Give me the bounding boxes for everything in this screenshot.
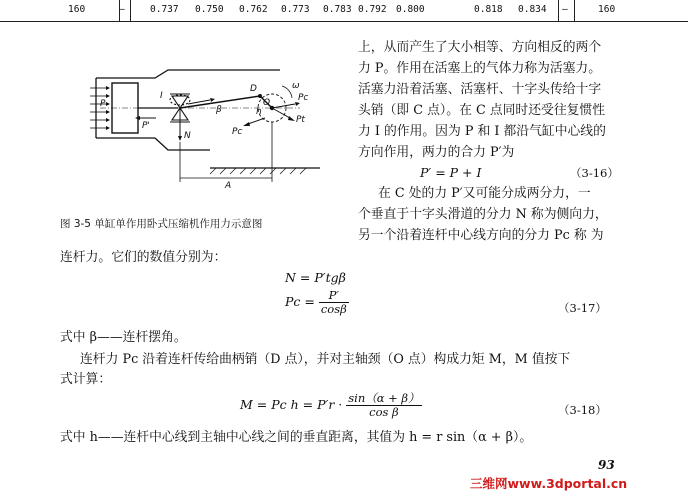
label-d: D bbox=[250, 84, 257, 94]
force-arrow-pt bbox=[272, 108, 290, 118]
label-pt: Pt bbox=[296, 115, 305, 125]
equation-3-18 bbox=[240, 392, 422, 419]
fraction-denominator: cos β bbox=[369, 405, 399, 419]
table-cell: 160 bbox=[68, 4, 86, 15]
table-cell: 0.737 bbox=[150, 4, 179, 15]
table-cell: 0.800 bbox=[396, 4, 425, 15]
paragraph-line: 连杆力。它们的数值分别为： bbox=[60, 250, 227, 265]
label-pc-left: Pc bbox=[232, 127, 243, 137]
table-cell: — bbox=[119, 4, 125, 15]
diagram-svg bbox=[60, 38, 350, 198]
watermark-text: 三维网www.3dportal.cn bbox=[470, 476, 628, 491]
equation-3-17b-lhs: Pc = bbox=[285, 294, 315, 309]
force-arrow-pc-left bbox=[248, 118, 265, 124]
label-a: A bbox=[225, 181, 232, 191]
equation-3-18-fraction bbox=[346, 392, 421, 419]
paragraph-line: 方向作用，两力的合力 P′为 bbox=[358, 145, 515, 160]
paragraph-line: 连杆力 Pc 沿着连杆传给曲柄销（D 点），并对主轴颈（O 点）构成力矩 M，M 值按下 bbox=[80, 352, 571, 367]
table-cell: 0.783 bbox=[323, 4, 352, 15]
equation-3-17b-fraction bbox=[319, 289, 349, 316]
rotation-arc-omega bbox=[282, 86, 292, 98]
paragraph-line: 式计算： bbox=[60, 372, 112, 387]
fraction-numerator: P′ bbox=[319, 289, 349, 303]
label-p: P bbox=[100, 99, 106, 109]
ground-hatching bbox=[210, 168, 306, 174]
equation-number-3-16: （3-16） bbox=[570, 166, 619, 180]
paragraph-line: 在 C 处的力 P′又可能分成两分力，一 bbox=[378, 186, 591, 201]
figure-caption: 图 3-5 单缸单作用卧式压缩机作用力示意图 bbox=[60, 218, 263, 230]
table-cell: 0.773 bbox=[281, 4, 310, 15]
table-cell: 0.818 bbox=[474, 4, 503, 15]
equation-3-17a: N = P′tgβ bbox=[285, 270, 346, 285]
label-i: I bbox=[160, 91, 163, 101]
label-pc-right: Pc bbox=[298, 93, 309, 103]
data-table-row bbox=[0, 0, 688, 22]
equation-3-16: P′ = P + I bbox=[420, 165, 482, 180]
table-cell: 0.750 bbox=[195, 4, 224, 15]
table-cell: 0.834 bbox=[518, 4, 547, 15]
definition-line: 式中 β——连杆摆角。 bbox=[60, 330, 187, 345]
equation-3-18-lhs: M = Pc h = P′r · bbox=[240, 397, 343, 412]
paragraph-line: 力 P。作用在活塞上的气体力称为活塞力。 bbox=[358, 61, 602, 76]
fraction-denominator: cosβ bbox=[320, 302, 347, 316]
force-arrow-pc-right bbox=[272, 104, 295, 108]
table-cell: 0.792 bbox=[358, 4, 387, 15]
label-p-prime: P' bbox=[142, 121, 150, 131]
paragraph-line: 上，从而产生了大小相等、方向相反的两个 bbox=[358, 40, 602, 55]
paragraph-line: 力 I 的作用。因为 P 和 I 都沿气缸中心线的 bbox=[358, 124, 606, 139]
label-h: h bbox=[256, 107, 262, 117]
equation-number-3-18: （3-18） bbox=[558, 403, 607, 417]
cylinder-bottom-wall bbox=[96, 138, 210, 150]
table-cell: 160 bbox=[598, 4, 616, 15]
crank-pin-point bbox=[258, 94, 262, 98]
definition-line: 式中 h——连杆中心线到主轴中心线之间的垂直距离，其值为 h = r sin（α + β）。 bbox=[60, 430, 533, 445]
label-beta: β bbox=[216, 105, 222, 115]
fraction-numerator: sin（α + β） bbox=[348, 391, 420, 405]
table-cell: 0.762 bbox=[239, 4, 268, 15]
cylinder-top-wall bbox=[96, 70, 280, 78]
equation-number-3-17: （3-17） bbox=[558, 301, 607, 315]
paragraph-line: 另一个沿着连杆中心线方向的分力 Pc 称 为 bbox=[358, 228, 604, 243]
label-n: N bbox=[184, 131, 191, 141]
label-o: O bbox=[263, 98, 271, 108]
paragraph-line: 活塞力沿着活塞、活塞杆、十字头传给十字 bbox=[358, 82, 602, 97]
label-omega: ω bbox=[292, 81, 300, 91]
page-number: 93 bbox=[598, 458, 615, 472]
equation-3-17b bbox=[285, 289, 349, 316]
table-cell: — bbox=[562, 4, 568, 15]
compressor-force-diagram bbox=[60, 38, 350, 198]
paragraph-line: 个垂直于十字头滑道的分力 N 称为侧向力， bbox=[358, 207, 608, 222]
paragraph-line: 头销（即 C 点）。在 C 点同时还受往复惯性 bbox=[358, 103, 606, 118]
